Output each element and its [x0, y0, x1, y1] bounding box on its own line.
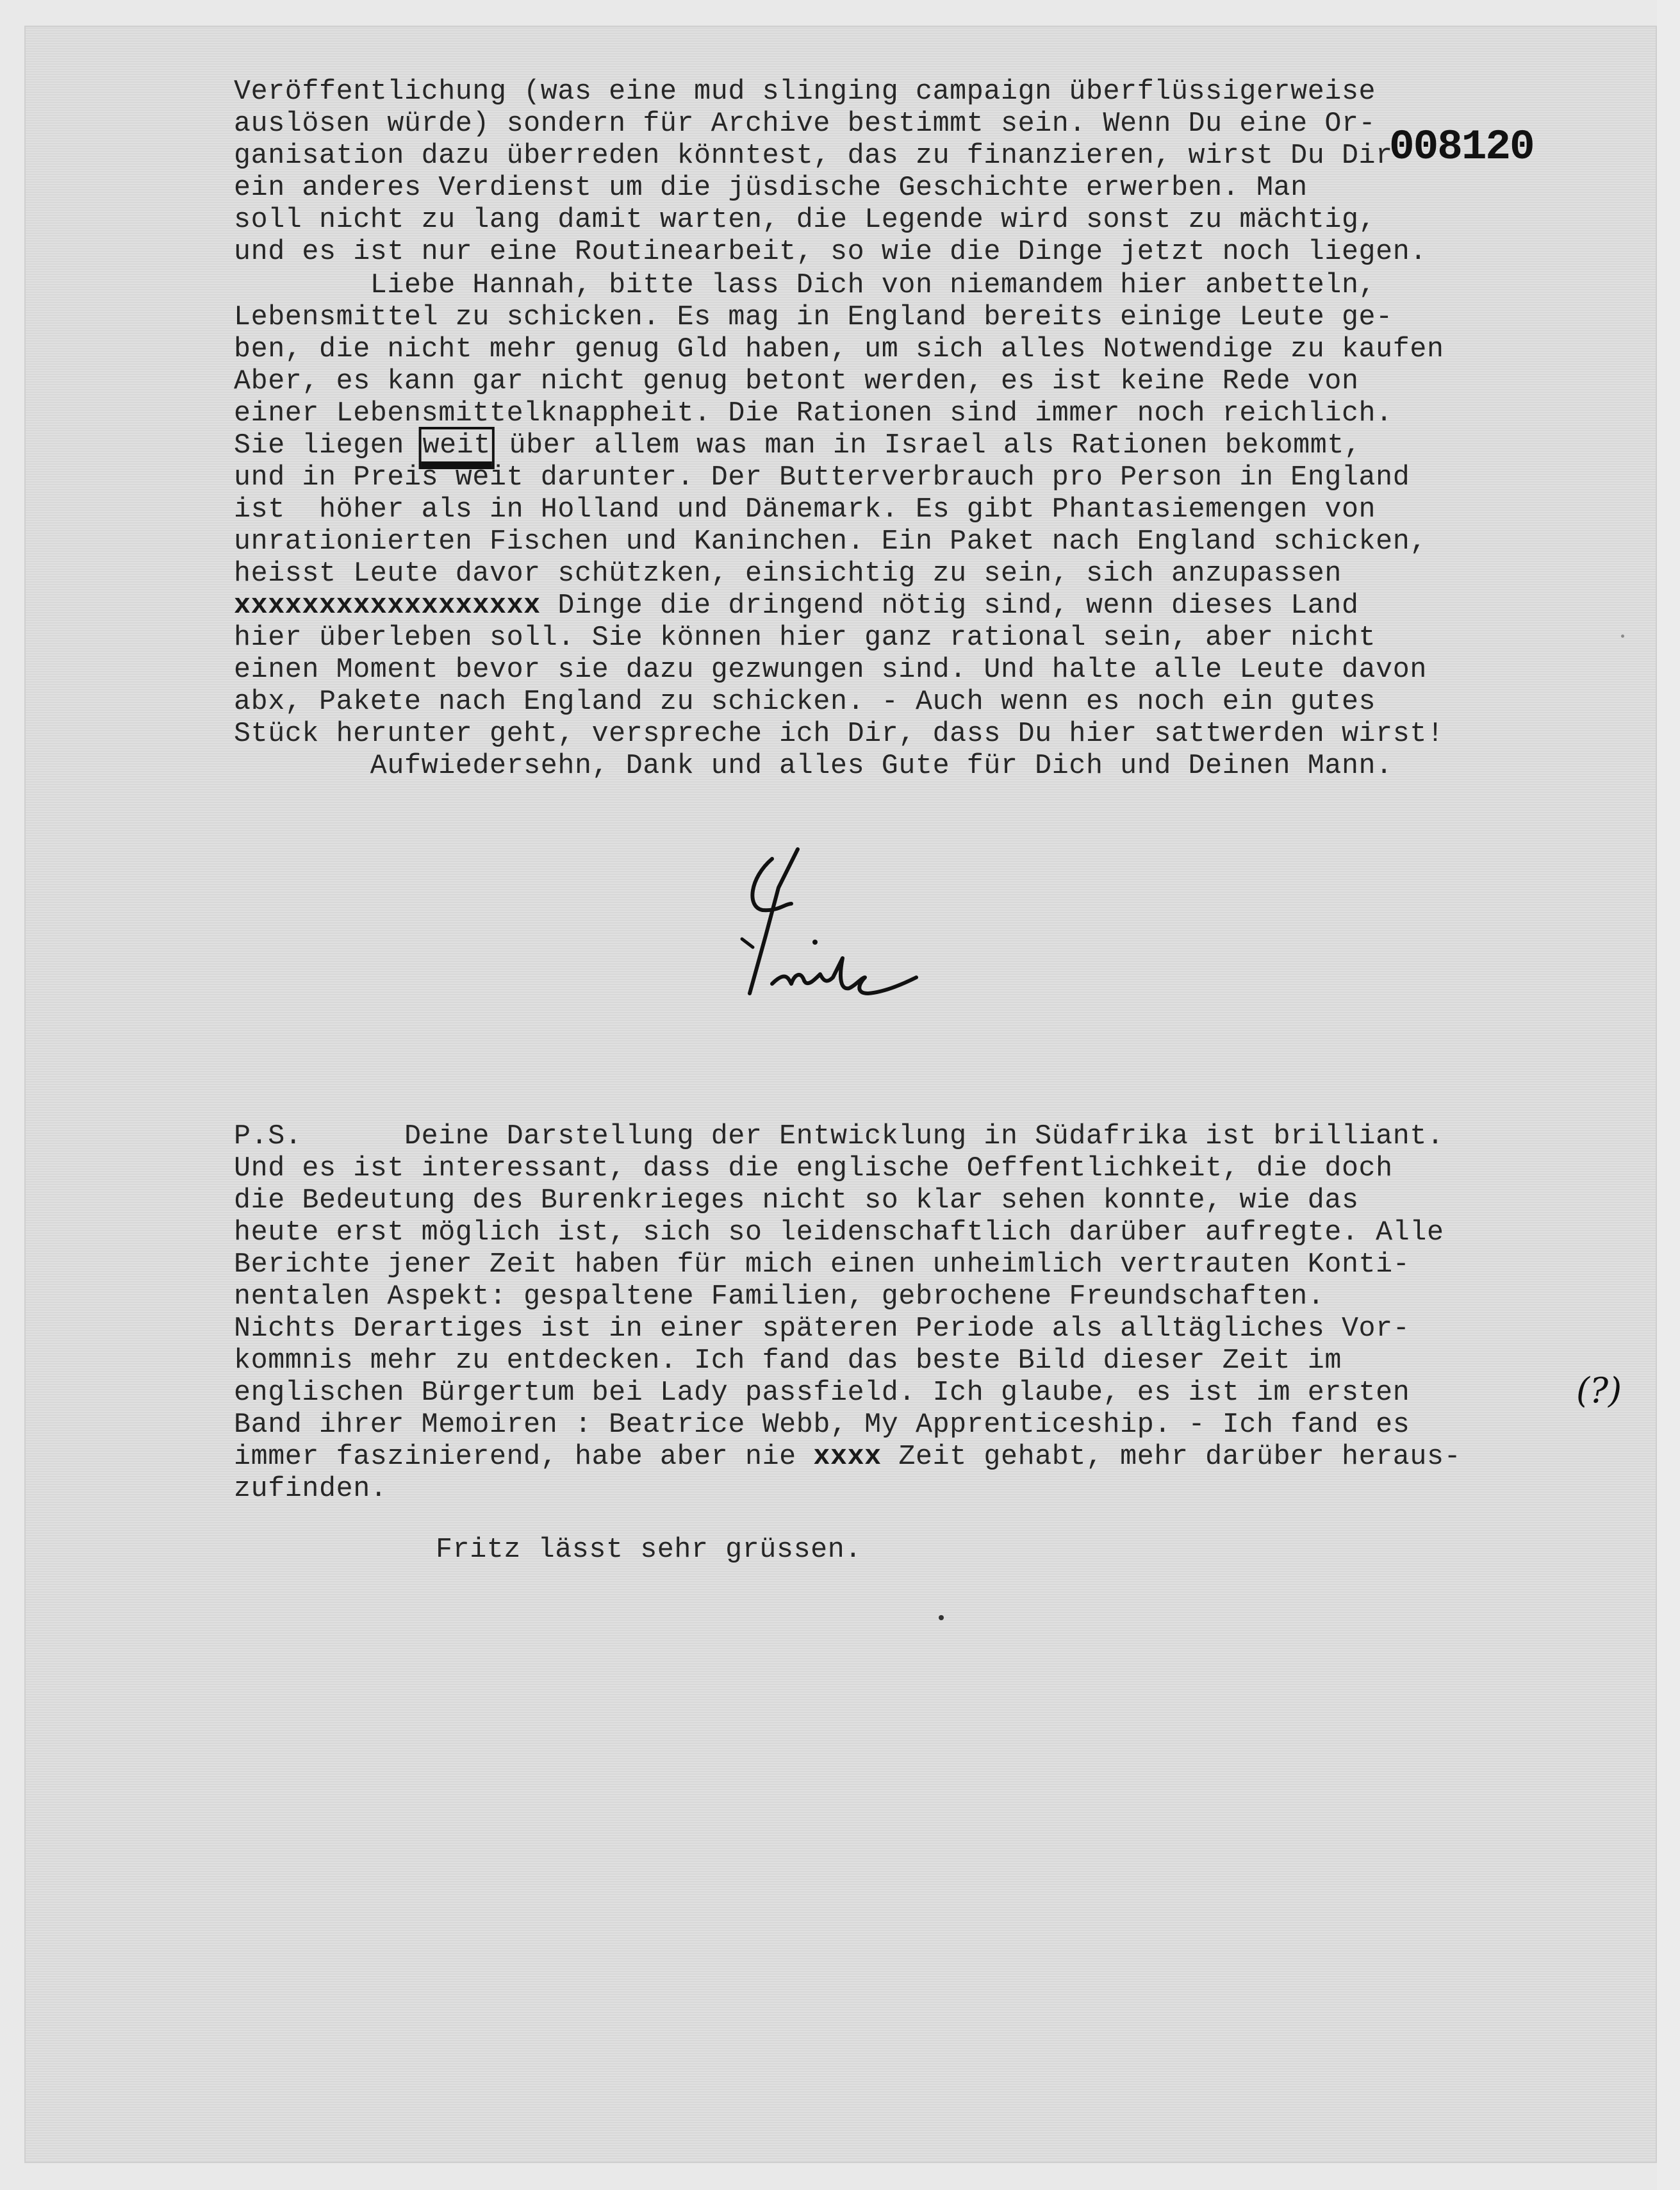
letter-line-13: und in Preis weit darunter. Der Butterverbrauch pro Person in England: [234, 461, 1410, 494]
closing-greeting: Fritz lässt sehr grüssen.: [436, 1534, 862, 1566]
letter-line-4: ein anderes Verdienst um die jüsdische Geschichte erwerben. Man: [234, 172, 1308, 204]
ps-line-11-rest: Zeit gehabt, mehr darüber heraus-: [881, 1441, 1462, 1473]
letter-line-18: hier überleben soll. Sie können hier ganz rational sein, aber nicht: [234, 622, 1376, 654]
letter-line-19: einen Moment bevor sie dazu gezwungen sind. Und halte alle Leute davon: [234, 654, 1427, 686]
letter-line-2: auslösen würde) sondern für Archive bestimmt sein. Wenn Du eine Or-: [234, 108, 1376, 140]
letter-line-1: Veröffentlichung (was eine mud slinging campaign überflüssigerweise: [234, 76, 1376, 108]
ink-speck: [939, 1615, 944, 1620]
scan-background-edge: [1657, 0, 1680, 2190]
postscript-line-11: [234, 1441, 1461, 1473]
letter-line-15: unrationierten Fischen und Kaninchen. Ein Paket nach England schicken,: [234, 526, 1427, 558]
ink-speck: [1621, 635, 1624, 638]
struck-out-text: xxxxxxxxxxxxxxxxxx: [234, 590, 541, 622]
letter-line-3: ganisation dazu überreden könntest, das zu finanzieren, wirst Du Dir: [234, 140, 1393, 172]
postscript-line-10: Band ihrer Memoiren : Beatrice Webb, My Apprenticeship. - Ich fand es: [234, 1409, 1410, 1441]
postscript-line-4: heute erst möglich ist, sich so leidenschaftlich darüber aufregte. Alle: [234, 1216, 1444, 1248]
line-12-rest: über allem was man in Israel als Rationen bekommt,: [491, 429, 1362, 461]
line-12-start: Sie liegen: [234, 429, 422, 461]
postscript-line-2: Und es ist interessant, dass die englische Oeffentlichkeit, die doch: [234, 1152, 1393, 1184]
postscript-line-7: Nichts Derartiges ist in einer späteren Periode als alltägliches Vor-: [234, 1313, 1410, 1345]
postscript-line-12: zufinden.: [234, 1473, 388, 1505]
letter-line-22: Aufwiedersehn, Dank und alles Gute für Dich und Deinen Mann.: [234, 750, 1393, 782]
margin-question-note: (?): [1576, 1370, 1622, 1411]
postscript-line-8: kommnis mehr zu entdecken. Ich fand das beste Bild dieser Zeit im: [234, 1345, 1342, 1377]
postscript-line-5: Berichte jener Zeit haben für mich einen unheimlich vertrauten Konti-: [234, 1248, 1410, 1281]
letter-line-21: Stück herunter geht, verspreche ich Dir, dass Du hier sattwerden wirst!: [234, 718, 1444, 750]
postscript-line-3: die Bedeutung des Burenkrieges nicht so klar sehen konnte, wie das: [234, 1184, 1359, 1216]
letter-line-16: heisst Leute davor schützken, einsichtig zu sein, sich anzupassen: [234, 558, 1342, 590]
letter-line-11: einer Lebensmittelknappheit. Die Rationen sind immer noch reichlich.: [234, 397, 1393, 429]
letter-line-6: und es ist nur eine Routinearbeit, so wie die Dinge jetzt noch liegen.: [234, 236, 1427, 268]
archive-stamp-number: 008120: [1389, 123, 1534, 171]
ps-line-11-start: immer faszinierend, habe aber nie: [234, 1441, 814, 1473]
letter-line-14: ist höher als in Holland und Dänemark. Es gibt Phantasiemengen von: [234, 494, 1376, 526]
handwritten-signature: [711, 840, 929, 1025]
line-17-rest: Dinge die dringend nötig sind, wenn dieses Land: [540, 590, 1359, 622]
boxed-word-correction: weit: [422, 429, 492, 467]
letter-line-8: Lebensmittel zu schicken. Es mag in England bereits einige Leute ge-: [234, 301, 1393, 333]
letter-line-20: abx, Pakete nach England zu schicken. - Auch wenn es noch ein gutes: [234, 686, 1376, 718]
letter-line-17: [234, 590, 1359, 622]
letter-line-10: Aber, es kann gar nicht genug betont werden, es ist keine Rede von: [234, 365, 1359, 397]
postscript-line-9: englischen Bürgertum bei Lady passfield. Ich glaube, es ist im ersten: [234, 1377, 1410, 1409]
postscript-line-1: P.S. Deine Darstellung der Entwicklung in Südafrika ist brilliant.: [234, 1120, 1444, 1152]
letter-line-12: [234, 429, 1362, 461]
letter-line-7: Liebe Hannah, bitte lass Dich von niemandem hier anbetteln,: [234, 269, 1376, 301]
struck-out-text: xxxx: [813, 1441, 882, 1473]
postscript-line-6: nentalen Aspekt: gespaltene Familien, gebrochene Freundschaften.: [234, 1281, 1325, 1313]
letter-line-9: ben, die nicht mehr genug Gld haben, um sich alles Notwendige zu kaufen: [234, 333, 1444, 365]
letter-line-5: soll nicht zu lang damit warten, die Legende wird sonst zu mächtig,: [234, 204, 1376, 236]
